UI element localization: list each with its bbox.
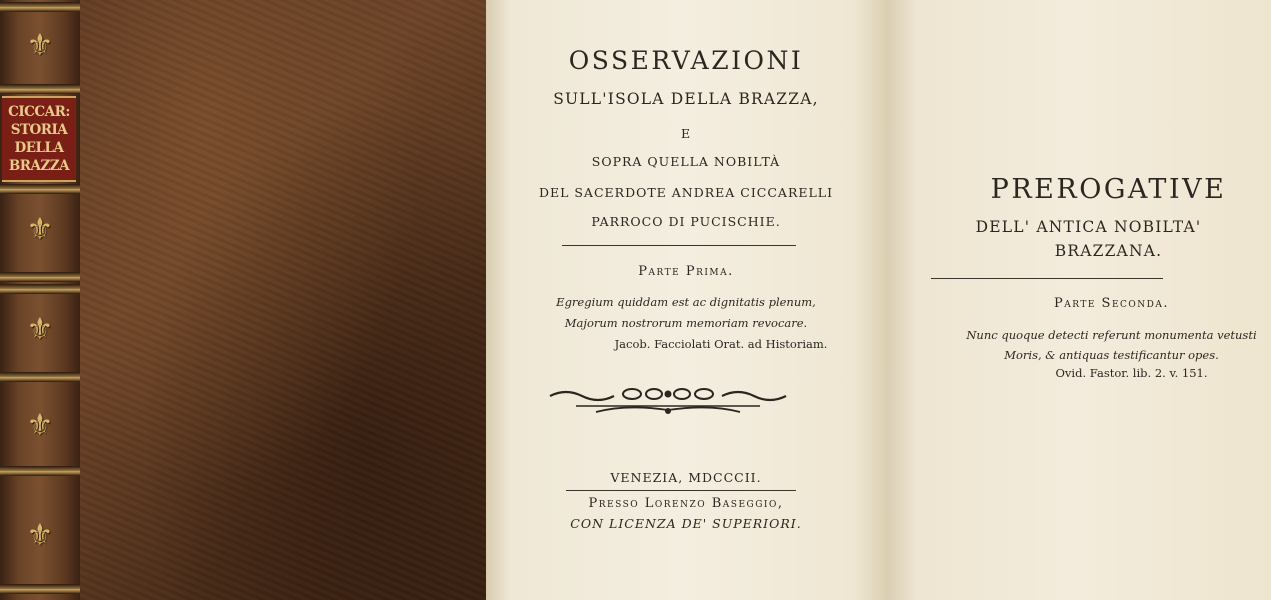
right-page-subtitle: DELL' ANTICA NOBILTA' [975, 218, 1202, 236]
printers-ornament [546, 384, 790, 416]
fleur-de-lis-icon: ⚜ [26, 408, 54, 443]
left-page-place-date: VENEZIA, MDCCCII. [610, 470, 762, 485]
right-page-subtitle2: BRAZZANA. [1054, 242, 1163, 260]
spine-band [0, 372, 80, 382]
title-page-left [486, 0, 886, 600]
spine-band [0, 84, 80, 94]
spine-band [0, 272, 80, 282]
right-page-quote-attribution: Ovid. Fastor. lib. 2. v. 151. [1055, 366, 1208, 380]
left-page-printer: Presso Lorenzo Baseggio, [588, 496, 784, 511]
left-page-quote-line: Majorum nostrorum memoriam revocare. [564, 316, 808, 330]
left-page-parish: PARROCO DI PUCISCHIE. [591, 214, 781, 229]
spine-band [0, 584, 80, 594]
divider-rule [562, 245, 796, 246]
spine-label-line: STORIA [10, 122, 68, 138]
left-page-line3: SOPRA QUELLA NOBILTÀ [591, 154, 781, 169]
leather-cover [80, 0, 486, 600]
book-spine [0, 0, 80, 600]
spine-label-line: BRAZZA [8, 158, 70, 174]
right-page-part: Parte Seconda. [1053, 296, 1170, 311]
fleur-de-lis-icon: ⚜ [26, 212, 54, 247]
title-page-right [886, 0, 1271, 600]
right-page-quote-line: Moris, & antiquas testificantur opes. [1004, 348, 1219, 362]
spine-label-line: CICCAR: [8, 104, 70, 120]
fleur-de-lis-icon: ⚜ [26, 28, 54, 63]
left-page-part: Parte Prima. [638, 264, 734, 279]
right-page-title: PREROGATIVE [990, 174, 1227, 205]
spine-band [0, 466, 80, 476]
left-page-quote-line: Egregium quiddam est ac dignitatis plenum, [556, 295, 816, 309]
spine-band [0, 284, 80, 294]
left-page-author: DEL SACERDOTE ANDREA CICCARELLI [538, 185, 834, 200]
spine-label-line: DELLA [14, 140, 64, 156]
fleur-de-lis-icon: ⚜ [26, 312, 54, 347]
left-page-conjunction: E [680, 126, 692, 141]
spine-band [0, 184, 80, 194]
divider-rule [931, 278, 1163, 279]
left-page-quote-attribution: Jacob. Facciolati Orat. ad Historiam. [614, 337, 828, 351]
spine-title-label [2, 96, 76, 182]
left-page-license: CON LICENZA DE' SUPERIORI. [570, 516, 802, 531]
right-page-quote-line: Nunc quoque detecti referunt monumenta vetusti [966, 328, 1257, 342]
left-page-subtitle: SULL'ISOLA DELLA BRAZZA, [553, 90, 819, 108]
spine-band [0, 2, 80, 12]
fleur-de-lis-icon: ⚜ [26, 518, 54, 553]
divider-rule [566, 490, 796, 491]
left-page-title: OSSERVAZIONI [568, 46, 804, 75]
